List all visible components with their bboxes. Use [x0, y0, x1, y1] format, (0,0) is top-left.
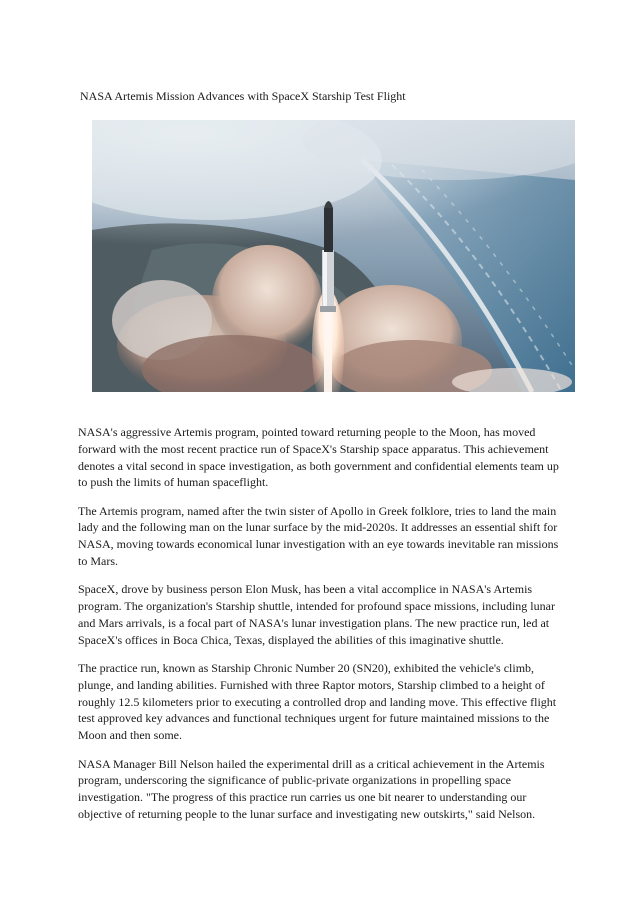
article-paragraph: NASA Manager Bill Nelson hailed the experimental drill as a critical achievement in the Artemis program, underscoring the significance of public-private organizations in propelling space investigation. "The progress of this practice run carries us one bit nearer to understanding our objective of returning people to the lunar surface and investigating new outskirts," said Nelson. — [78, 756, 545, 821]
article-paragraph: NASA's aggressive Artemis program, pointed toward returning people to the Moon, has moved forward with the most recent practice run of SpaceX's Starship space apparatus. This achievement denotes a vital second in space investigation, as both government and confidential elements team up to push the limits of human spaceflight. — [78, 425, 559, 490]
article-body — [78, 424, 564, 834]
article-paragraph: The practice run, known as Starship Chronic Number 20 (SN20), exhibited the vehicle's climb, plunge, and landing abilities. Furnished with three Raptor motors, Starship climbed to a height of roughly 12.5 kilometers prior to executing a controlled drop and landing move. This effective flight test approved key advances and functional techniques urgent for future maintained missions to the Moon and then some. — [78, 661, 557, 743]
article-title: NASA Artemis Mission Advances with SpaceX Starship Test Flight — [80, 89, 406, 103]
article-paragraph: The Artemis program, named after the twin sister of Apollo in Greek folklore, tries to land the main lady and the following man on the lunar surface by the mid-2020s. It addresses an essential shift for NASA, moving towards economical lunar investigation with an eye towards inevitable ran missions to Mars. — [78, 503, 559, 569]
starship-launch-photo — [92, 120, 575, 392]
article-paragraph: SpaceX, drove by business person Elon Musk, has been a vital accomplice in NASA's Artemis program. The organization's Starship shuttle, intended for profound space missions, including lunar and Mars arrivals, is a focal part of NASA's lunar investigation plans. The new practice run, led at SpaceX's offices in Boca Chica, Texas, displayed the abilities of this imaginative shuttle. — [78, 582, 555, 647]
